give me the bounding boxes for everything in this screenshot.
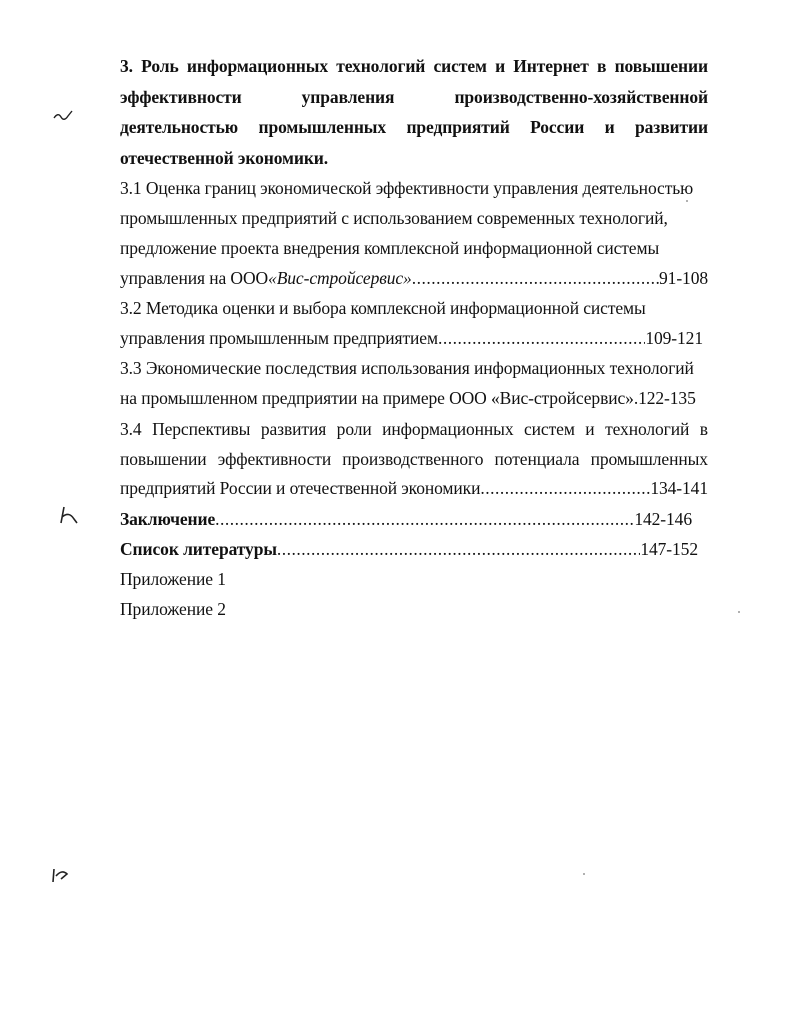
scan-speck	[583, 873, 585, 875]
scan-speck	[686, 200, 688, 202]
toc-entry-3-4-line-3	[120, 478, 708, 498]
leader-dots	[412, 268, 659, 288]
heading-word: Интернет	[513, 56, 589, 76]
company-name: «Вис-стройсервис»	[268, 268, 412, 288]
page-range: 134-141	[650, 478, 708, 498]
heading-word: в	[596, 56, 607, 76]
toc-bibliography	[120, 539, 698, 559]
heading-word: производственно-хозяйственной	[454, 87, 708, 107]
scan-speck	[738, 611, 740, 613]
entry-word: развития	[260, 419, 327, 439]
heading-word: информационных	[186, 56, 328, 76]
page-range: 91-108	[659, 268, 708, 288]
heading-word: промышленных	[258, 117, 387, 137]
leader-dots	[438, 328, 645, 348]
heading-word: Роль	[141, 56, 179, 76]
toc-entry-text: управления на ООО	[120, 268, 269, 288]
toc-entry-text: управления промышленным предприятием	[120, 328, 438, 348]
heading-word: развитии	[634, 117, 708, 137]
toc-entry-3-2-line-2	[120, 328, 703, 348]
toc-entry-3-1-line-4	[120, 268, 708, 288]
entry-word: систем	[524, 419, 575, 439]
toc-entry-3-3-line-1: 3.3 Экономические последствия использования информационных технологий	[120, 358, 694, 378]
toc-entry-3-1-line-1: 3.1 Оценка границ экономической эффективности управления деятельностью	[120, 178, 694, 198]
toc-entry-3-4-line-1	[120, 419, 708, 439]
entry-word: производственного	[342, 449, 484, 469]
heading-word: управления	[301, 87, 395, 107]
entry-word: эффективности	[217, 449, 332, 469]
conclusion-label: Заключение	[120, 509, 216, 529]
heading-word: 3.	[120, 56, 133, 76]
heading-word: повышении	[614, 56, 708, 76]
appendix-2: Приложение 2	[120, 599, 226, 619]
leader-dots	[215, 509, 634, 529]
entry-word: технологий	[605, 419, 690, 439]
heading-word: предприятий	[406, 117, 510, 137]
entry-word: информационных	[382, 419, 514, 439]
toc-entry-3-3-line-2: на промышленном предприятии на примере ООО «Вис-стройсервис».122-135	[120, 388, 696, 408]
heading-word: технологий	[336, 56, 426, 76]
leader-dots	[480, 478, 650, 498]
toc-conclusion	[120, 509, 692, 529]
heading-word: систем	[433, 56, 487, 76]
entry-word: повышении	[120, 449, 207, 469]
handwritten-mark	[50, 866, 72, 886]
section-heading-line-3	[120, 117, 708, 137]
section-heading-line-1	[120, 56, 708, 76]
bibliography-label: Список литературы	[120, 539, 277, 559]
toc-entry-text: предприятий России и отечественной экономики	[120, 478, 481, 498]
page-range: 109-121	[645, 328, 703, 348]
entry-word: 3.4	[120, 419, 142, 439]
entry-word: и	[585, 419, 595, 439]
section-heading-line-4: отечественной экономики.	[120, 148, 329, 168]
page-range: 142-146	[634, 509, 692, 529]
leader-dots	[277, 539, 640, 559]
entry-word: в	[699, 419, 708, 439]
toc-entry-3-1-line-3: предложение проекта внедрения комплексной информационной системы	[120, 238, 660, 258]
heading-word: и	[604, 117, 615, 137]
toc-entry-3-1-line-2: промышленных предприятий с использованием современных технологий,	[120, 208, 668, 228]
page-range: 147-152	[640, 539, 698, 559]
heading-word: эффективности	[120, 87, 242, 107]
entry-word: Перспективы	[152, 419, 251, 439]
handwritten-mark	[52, 108, 76, 122]
handwritten-mark	[58, 505, 80, 527]
entry-word: роли	[336, 419, 372, 439]
heading-word: деятельностью	[120, 117, 239, 137]
entry-word: промышленных	[590, 449, 708, 469]
heading-word: и	[495, 56, 506, 76]
entry-word: потенциала	[494, 449, 580, 469]
toc-entry-3-4-line-2	[120, 449, 708, 469]
appendix-1: Приложение 1	[120, 569, 226, 589]
section-heading-line-2	[120, 87, 708, 107]
toc-entry-3-2-line-1: 3.2 Методика оценки и выбора комплексной информационной системы	[120, 298, 646, 318]
heading-word: России	[530, 117, 585, 137]
